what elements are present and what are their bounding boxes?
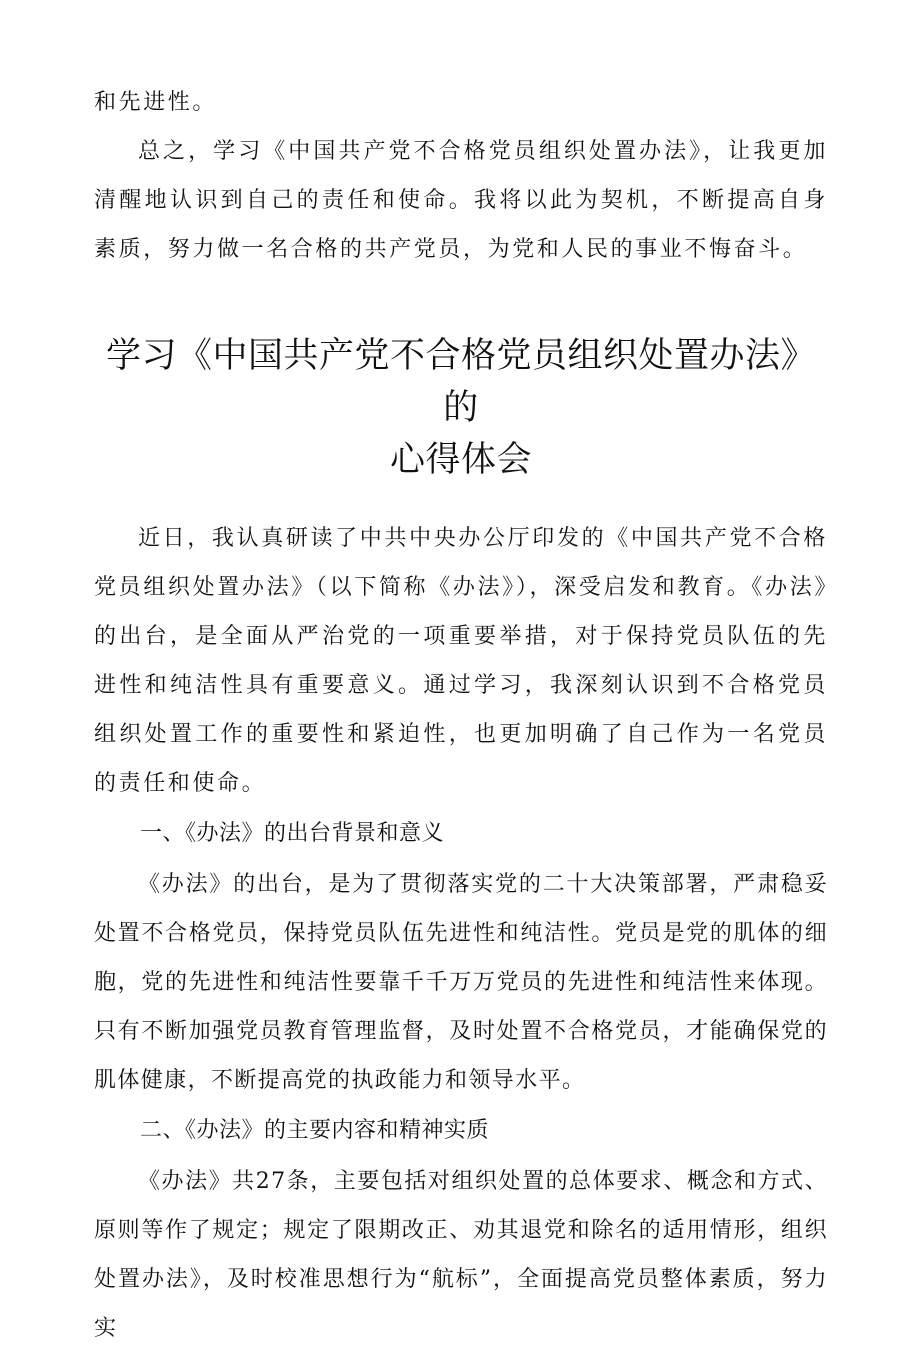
- section-1-paragraph: 《办法》的出台，是为了贯彻落实党的二十大决策部署，严肃稳妥处置不合格党员，保持党员队伍先进性和纯洁性。党员是党的肌体的细胞，党的先进性和纯洁性要靠千千万万党员的先进性和纯洁性来体现。只有不断加强党员教育管理监督，及时处置不合格党员，才能确保党的肌体健康，不断提高党的执政能力和领导水平。: [94, 872, 828, 1093]
- section-2-heading: 二、《办法》的主要内容和精神实质: [140, 1118, 490, 1143]
- document-title: [94, 330, 828, 486]
- section-1-heading: 一、《办法》的出台背景和意义: [140, 821, 445, 846]
- carryover-paragraph: 和先进性。: [94, 90, 218, 115]
- closing-paragraph: 总之，学习《中国共产党不合格党员组织处置办法》，让我更加清醒地认识到自己的责任和使命。我将以此为契机，不断提高自身素质，努力做一名合格的共产党员，为党和人民的事业不悔奋斗。: [94, 139, 828, 262]
- intro-paragraph: 近日，我认真研读了中共中央办公厅印发的《中国共产党不合格党员组织处置办法》（以下简称《办法》），深受启发和教育。《办法》的出台，是全面从严治党的一项重要举措，对于保持党员队伍的先进性和纯洁性具有重要意义。通过学习，我深刻认识到不合格党员组织处置工作的重要性和紧迫性，也更加明确了自己作为一名党员的责任和使命。: [94, 526, 828, 796]
- document-title-line-2: 心得体会: [389, 440, 532, 480]
- document-title-line-1: 学习《中国共产党不合格党员组织处置办法》的: [105, 336, 816, 428]
- section-2-paragraph: 《办法》共27条，主要包括对组织处置的总体要求、概念和方式、原则等作了规定；规定了限期改正、劝其退党和除名的适用情形，组织处置办法》，及时校准思想行为“航标”，全面提高党员整体素质，努力实: [94, 1169, 828, 1341]
